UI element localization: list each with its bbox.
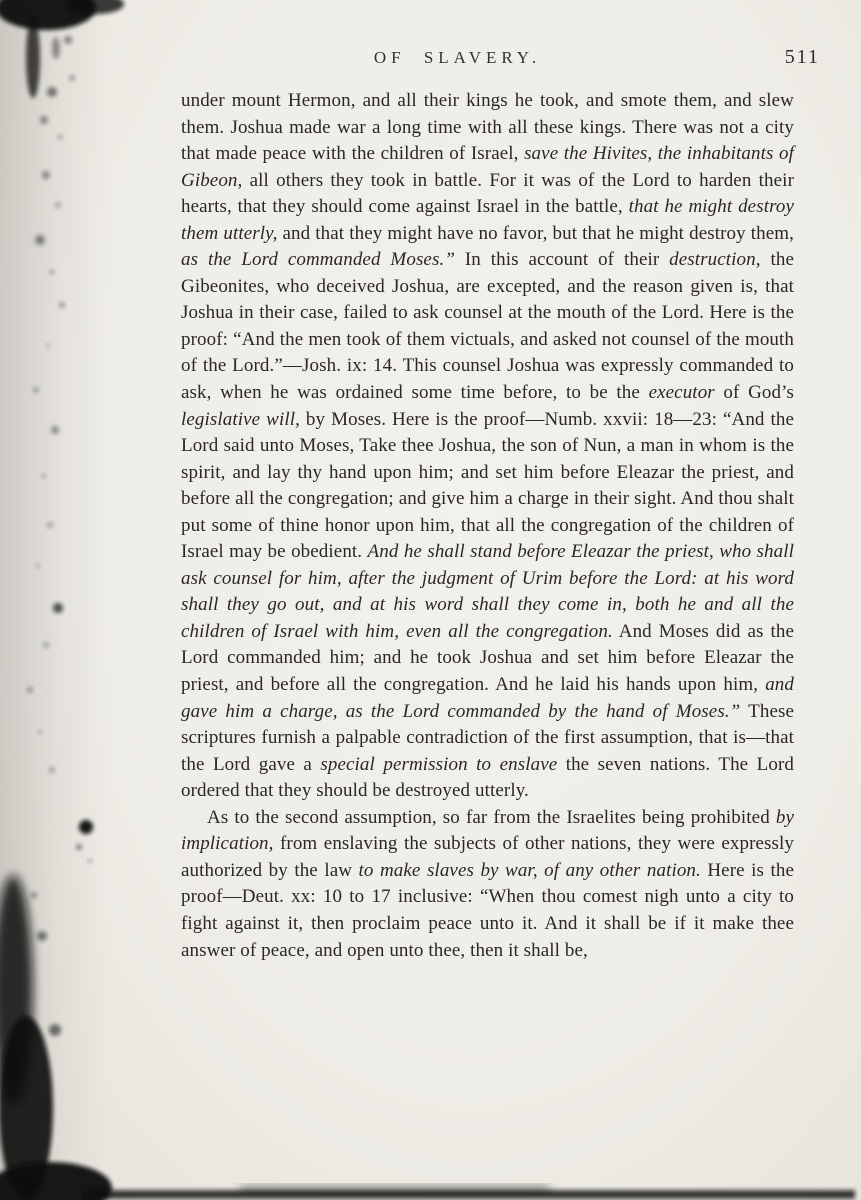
italic-run: save the Hivites, the inhabitants of Gibeon,	[181, 143, 794, 191]
text-run: Here is the proof—Deut. xx: 10 to 17 inclusive: “When thou comest nigh unto a city to fight against it, then proclaim peace unto it. And it shall be if it make thee answer of peace, and open unto thee, then it shall be,	[181, 859, 795, 961]
text-run: and that they might have no favor, but that he might destroy them,	[277, 222, 794, 244]
text-run: all others they took in battle. For it was of the Lord to harden their hearts, that they should come against Israel in the battle,	[181, 169, 794, 218]
running-header: OF SLAVERY.	[373, 48, 542, 67]
text-run: the seven nations. The Lord ordered that they should be destroyed utterly.	[181, 753, 794, 802]
italic-run: special permission to enslave	[320, 753, 558, 775]
text-run: from enslaving the subjects of other nations, they were expressly authorized by the law	[181, 833, 794, 881]
text-run: As to the second assumption, so far from the Israelites being prohibited	[207, 806, 776, 828]
paragraph	[181, 805, 794, 964]
text-run: In this account of their	[454, 249, 670, 271]
italic-run: that he might destroy them utterly,	[181, 196, 794, 244]
italic-run: to make slaves by war, of any other nation.	[358, 859, 701, 881]
paragraph	[181, 88, 794, 805]
italic-run: executor	[648, 382, 715, 404]
page-number: 511	[784, 46, 820, 68]
scan-edge-shading	[0, 0, 110, 1200]
text-run: of God’s	[714, 382, 794, 404]
text-run: by Moses. Here is the proof—Numb. xxvii: 18—23: “And the Lord said unto Moses, Take thee Joshua, the son of Nun, a man in whom is the spirit, and lay thy hand upon him; and set him before Eleazar the priest, and before all the congregation; and give him a charge in their sight. And thou shalt put some of thine honor upon him, that all the congregation of the children of Israel may be obedient.	[181, 408, 795, 563]
page-header	[180, 46, 830, 74]
italic-run: legislative will,	[181, 408, 300, 430]
italic-run: destruction,	[669, 249, 761, 271]
text-run: These scriptures furnish a palpable contradiction of the first assumption, that is—that the Lord gave a	[181, 700, 795, 775]
italic-run: and gave him a charge, as the Lord commanded by the hand of Moses.”	[181, 674, 794, 722]
text-run: the Gibeonites, who deceived Joshua, are excepted, and the reason given is, that Joshua in their case, failed to ask counsel at the mouth of the Lord. Here is the proof: “And the men took of them victuals, and asked not counsel of the mouth of the Lord.”—Josh. ix: 14. This counsel Joshua was expressly commanded to ask, when he was ordained some time before, to be the	[181, 249, 794, 404]
italic-run: as the Lord commanded Moses.”	[181, 249, 455, 271]
text-run: under mount Hermon, and all their kings he took, and smote them, and slew them. Joshua made war a long time with all these kings. There was not a city that made peace with the children of Israel,	[181, 90, 794, 165]
italic-run: by implication,	[181, 806, 794, 855]
italic-run: And he shall stand before Eleazar the priest, who shall ask counsel for him, after the judgment of Urim before the Lord: at his word shall they go out, and at his word shall they come in, both he and all the children of Israel with him, even all the congregation.	[181, 541, 794, 642]
body-text	[181, 88, 794, 964]
text-run: And Moses did as the Lord commanded him; and he took Joshua and set him before Eleazar the priest, and before all the congregation. And he laid his hands upon him,	[181, 620, 794, 696]
